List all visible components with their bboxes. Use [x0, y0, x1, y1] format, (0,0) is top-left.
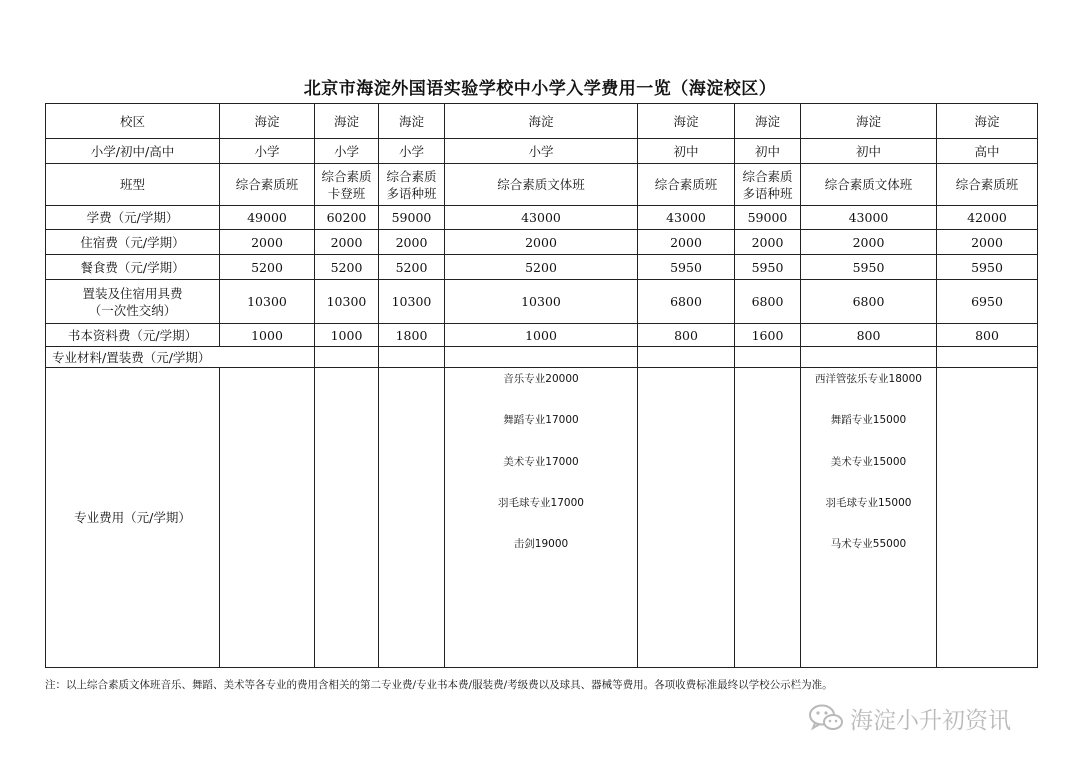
cell-stage: 高中	[937, 139, 1038, 164]
cell-boarding: 2000	[937, 230, 1038, 255]
cell-materials	[315, 347, 379, 368]
cell-campus: 海淀	[445, 104, 638, 139]
cell-tuition: 49000	[220, 206, 315, 230]
cell-uniform: 10300	[315, 280, 379, 324]
row-label: 书本资料费（元/学期）	[46, 324, 220, 347]
cell-books: 800	[801, 324, 937, 347]
cell-boarding: 2000	[801, 230, 937, 255]
cell-books: 800	[937, 324, 1038, 347]
cell-class-type	[937, 164, 1038, 206]
cell-boarding: 2000	[379, 230, 445, 255]
cell-uniform: 6800	[638, 280, 735, 324]
row-label: 班型	[46, 164, 220, 206]
cell-tuition: 42000	[937, 206, 1038, 230]
cell-meals: 5200	[445, 255, 638, 280]
cell-uniform: 6800	[735, 280, 801, 324]
cell-campus: 海淀	[735, 104, 801, 139]
cell-meals: 5200	[315, 255, 379, 280]
cell-materials	[801, 347, 937, 368]
cell-books: 1800	[379, 324, 445, 347]
row-label: 专业费用（元/学期）	[46, 368, 220, 668]
cell-meals: 5950	[937, 255, 1038, 280]
row-meals	[46, 255, 1038, 280]
row-label-line: （一次性交纳）	[88, 302, 177, 318]
row-label-line: 置装及住宿用具费	[82, 285, 183, 301]
class-type-line: 综合素质文体班	[497, 177, 585, 192]
cell-class-type	[379, 164, 445, 206]
cell-tuition: 43000	[445, 206, 638, 230]
cell-boarding: 2000	[735, 230, 801, 255]
cell-specialty	[315, 368, 379, 668]
class-type-line: 卡登班	[327, 185, 366, 201]
cell-class-type	[445, 164, 638, 206]
cell-stage: 初中	[735, 139, 801, 164]
cell-campus: 海淀	[638, 104, 735, 139]
class-type-line: 综合素质班	[955, 177, 1019, 192]
cell-tuition: 43000	[801, 206, 937, 230]
watermark	[808, 702, 1011, 734]
row-materials	[46, 347, 1038, 368]
specialty-item: 西洋管弦乐专业18000	[815, 373, 922, 385]
cell-meals: 5950	[735, 255, 801, 280]
cell-tuition: 43000	[638, 206, 735, 230]
cell-meals: 5200	[220, 255, 315, 280]
row-label: 专业材料/置装费（元/学期）	[46, 347, 315, 368]
cell-uniform: 10300	[379, 280, 445, 324]
class-type-line: 多语种班	[742, 185, 793, 201]
cell-stage: 小学	[315, 139, 379, 164]
row-label: 住宿费（元/学期）	[46, 230, 220, 255]
cell-meals: 5950	[801, 255, 937, 280]
class-type-line: 综合素质文体班	[824, 177, 913, 192]
page-title: 北京市海淀外国语实验学校中小学入学费用一览（海淀校区）	[303, 79, 777, 99]
cell-uniform: 10300	[445, 280, 638, 324]
row-label: 餐食费（元/学期）	[46, 255, 220, 280]
cell-books: 1600	[735, 324, 801, 347]
cell-uniform: 6950	[937, 280, 1038, 324]
specialty-item: 美术专业15000	[830, 455, 907, 468]
specialty-item: 舞蹈专业15000	[830, 414, 907, 427]
cell-specialty	[445, 368, 638, 668]
specialty-item: 击剑19000	[513, 538, 569, 551]
cell-class-type	[801, 164, 937, 206]
row-label	[46, 280, 220, 324]
cell-campus: 海淀	[937, 104, 1038, 139]
row-tuition	[46, 206, 1038, 230]
specialty-item: 舞蹈专业17000	[503, 414, 579, 427]
cell-materials	[638, 347, 735, 368]
cell-class-type	[735, 164, 801, 206]
cell-materials	[445, 347, 638, 368]
cell-stage: 初中	[801, 139, 937, 164]
row-stage	[46, 139, 1038, 164]
class-type-line: 综合素质班	[235, 177, 299, 192]
cell-specialty	[220, 368, 315, 668]
class-type-line: 综合素质	[742, 168, 793, 184]
class-type-line: 综合素质	[386, 168, 437, 184]
row-books	[46, 324, 1038, 347]
specialty-item: 羽毛球专业15000	[825, 496, 912, 509]
cell-materials	[937, 347, 1038, 368]
class-type-line: 综合素质班	[654, 177, 718, 192]
cell-boarding: 2000	[445, 230, 638, 255]
row-specialty	[46, 368, 1038, 668]
cell-uniform: 6800	[801, 280, 937, 324]
row-label: 校区	[46, 104, 220, 139]
cell-class-type	[220, 164, 315, 206]
cell-books: 1000	[445, 324, 638, 347]
cell-tuition: 59000	[735, 206, 801, 230]
cell-materials	[379, 347, 445, 368]
cell-materials	[735, 347, 801, 368]
cell-stage: 小学	[379, 139, 445, 164]
cell-campus: 海淀	[315, 104, 379, 139]
cell-specialty	[735, 368, 801, 668]
cell-meals: 5950	[638, 255, 735, 280]
watermark-text: 海淀小升初资讯	[850, 707, 1011, 734]
cell-campus: 海淀	[379, 104, 445, 139]
specialty-item: 马术专业55000	[830, 538, 907, 551]
cell-specialty	[379, 368, 445, 668]
cell-campus: 海淀	[220, 104, 315, 139]
footnote: 注：以上综合素质文体班音乐、舞蹈、美术等各专业的费用含相关的第二专业费/专业书本费/服装费/考级费以及球具、器械等费用。各项收费标准最终以学校公示栏为准。	[45, 679, 833, 691]
cell-stage: 初中	[638, 139, 735, 164]
cell-books: 1000	[315, 324, 379, 347]
row-class-type	[46, 164, 1038, 206]
specialty-item: 美术专业17000	[503, 455, 579, 468]
wechat-icon	[808, 703, 844, 733]
cell-boarding: 2000	[220, 230, 315, 255]
fee-table	[45, 103, 1038, 668]
cell-boarding: 2000	[638, 230, 735, 255]
cell-stage: 小学	[220, 139, 315, 164]
cell-tuition: 59000	[379, 206, 445, 230]
row-campus	[46, 104, 1038, 139]
specialty-item: 音乐专业20000	[503, 373, 579, 385]
cell-specialty	[638, 368, 735, 668]
specialty-item: 羽毛球专业17000	[498, 496, 584, 509]
cell-specialty	[937, 368, 1038, 668]
row-label: 学费（元/学期）	[46, 206, 220, 230]
cell-class-type	[638, 164, 735, 206]
cell-stage: 小学	[445, 139, 638, 164]
cell-campus: 海淀	[801, 104, 937, 139]
row-uniform	[46, 280, 1038, 324]
cell-boarding: 2000	[315, 230, 379, 255]
cell-meals: 5200	[379, 255, 445, 280]
cell-class-type	[315, 164, 379, 206]
cell-tuition: 60200	[315, 206, 379, 230]
cell-books: 1000	[220, 324, 315, 347]
class-type-line: 综合素质	[321, 168, 372, 184]
cell-books: 800	[638, 324, 735, 347]
cell-uniform: 10300	[220, 280, 315, 324]
row-boarding	[46, 230, 1038, 255]
class-type-line: 多语种班	[386, 185, 437, 201]
cell-specialty	[801, 368, 937, 668]
row-label: 小学/初中/高中	[46, 139, 220, 164]
